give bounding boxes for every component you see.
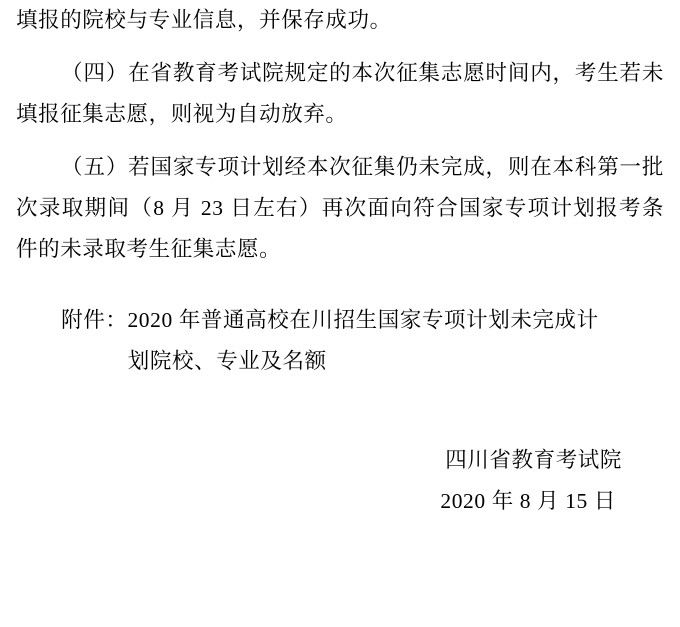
signature-block bbox=[16, 440, 664, 522]
paragraph-gap bbox=[16, 41, 664, 53]
signature-gap bbox=[16, 382, 664, 440]
attachment-block bbox=[16, 300, 664, 382]
paragraph-item-four: （四）在省教育考试院规定的本次征集志愿时间内，考生若未填报征集志愿，则视为自动放弃。 bbox=[16, 61, 664, 126]
attachment-line-2: 划院校、专业及名额 bbox=[127, 349, 327, 373]
section-gap bbox=[16, 270, 664, 300]
paragraph-continued: 填报的院校与专业信息，并保存成功。 bbox=[16, 8, 392, 32]
paragraph-gap bbox=[16, 135, 664, 147]
signature-date: 2020 年 8 月 15 日 bbox=[440, 489, 616, 513]
attachment-line-1: 附件：2020 年普通高校在川招生国家专项计划未完成计 bbox=[61, 308, 599, 332]
signature-organization: 四川省教育考试院 bbox=[445, 448, 622, 472]
paragraph-item-five: （五）若国家专项计划经本次征集仍未完成，则在本科第一批次录取期间（8 月 23 日左右）再次面向符合国家专项计划报考条件的未录取考生征集志愿。 bbox=[16, 155, 664, 261]
